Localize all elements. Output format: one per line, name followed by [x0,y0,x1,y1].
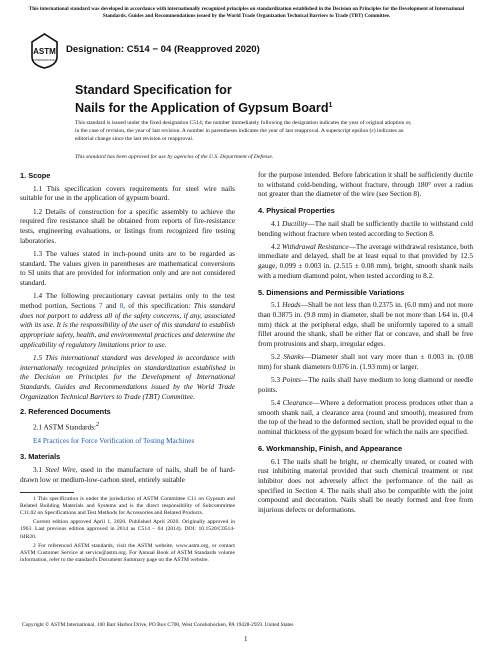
footnote-1-edition: Current edition approved April 1, 2020. Published April 2020. Originally approved in 1963. Last previous edition approved in 2014 as C514 – 04 (2014). DOI: 10.1520/C0514-04R20. [20,519,235,540]
link-section-7[interactable]: 7 [98,301,103,310]
title-line-1: Standard Specification for [75,83,232,97]
para-5-2: 5.2 Shanks—Diameter shall not vary more than ± 0.003 in. (0.08 mm) for shank diameters 0.076 in. (1.93 mm) or larger. [258,353,473,371]
footnote-1: 1 This specification is under the jurisdiction of ASTM Committee C11 on Gypsum and Related Building Materials and Systems and is the direct responsibility of Subcommittee C11.02 on Specifications and Test Methods for Accessories and Related Products. [20,495,235,516]
section-heading-references: 2. Referenced Documents [20,407,111,417]
para-6-1: 6.1 The nails shall be bright, or chemically treated, or coated with rust inhibiting material provided that such chemical treatment or rust inhibitor does not adversely affect the performance of the nail as specified in Section 4. The nails shall also be compatible with the joint compound and decoration. Nails shall be neatly formed and free from injurious defects or deformations. [258,457,473,515]
para-3-1-cont: for the purpose intended. Before fabrication it shall be sufficiently ductile to withstand cold-bending, without fracture, through 180° over a radius not greater than the diameter of the wire (see Section 8). [258,171,473,199]
title-footnote-mark: 1 [328,102,333,109]
section-heading-scope: 1. Scope [20,171,51,180]
para-5-4: 5.4 Clearance—Where a deformation process produces other than a smooth shank nail, a clearance area (round and smooth), measured from the top of the head to the deformed section, shall be provided equal to the nominal thickness of the gypsum board for which the nails are specified. [258,399,473,437]
para-1-3: 1.3 The values stated in inch-pound units are to be regarded as standard. The values given in parentheses are mathematical conversions to SI units that are provided for information only and are not considered standard. [20,249,235,288]
para-2-1: 2.1 ASTM Standards:$^2$ [33,422,100,432]
page-number: 1 [244,635,248,643]
para-5-1: 5.1 Heads—Shall be not less than 0.2375 in. (6.0 mm) and not more than 0.3875 in. (9.8 mm) in diameter, shall be not more than 1⁄64 in. (0.4 mm) thick at the peripheral edge, shall be uniformly tapered to a small fillet around the shank, shall be either flat or concave, and shall be free from protrusions and sharp, irregular edges. [258,301,474,349]
left-column [20,171,235,566]
footnote-2: 2 For referenced ASTM standards, visit the ASTM website, www.astm.org, or contact ASTM Customer Service at service@astm.org. For Annual Book of ASTM Standards volume information, refer to the standard's Document Summary page on the ASTM website. [20,542,235,564]
para-1-5: 1.5 This international standard was developed in accordance with internationally recognized principles on standardization established in the Decision on Principles for the Development of International Standards, Guides and Recommendations issued by the World Trade Organization Technical Barriers to Trade (TBT) Committee. [20,353,235,401]
right-column [258,171,473,519]
para-5-3: 5.3 Points—The nails shall have medium to long diamond or needle points. [258,376,473,394]
para-1-2: 1.2 Details of construction for a specific assembly to achieve the required fire resistance shall be obtained from reports of fire-resistance tests, engineering evaluations, or listings from recognized fire testing laboratories. [20,207,235,245]
svg-text:ASTM: ASTM [33,47,56,56]
issued-statement: This standard is issued under the fixed designation C514; the number immediately following the designation indicates the year of original adoption or, in the case of revision, the year of last revision. A number in parentheses indicates the year of last reapproval. A superscript epsilon (ε) indicates an editorial change since the last revision or reapproval. [75,120,412,142]
footnote-divider [20,492,74,493]
document-title [75,83,332,116]
link-section-8[interactable]: 8 [119,301,124,310]
svg-text:INTERNATIONAL: INTERNATIONAL [32,58,57,62]
section-heading-workmanship: 6. Workmanship, Finish, and Appearance [258,443,403,453]
para-4-1: 4.1 Ductility—The nail shall be sufficiently ductile to withstand cold bending without fracture when tested according to Section 8. [258,219,473,238]
section-heading-physical: 4. Physical Properties [258,206,335,216]
designation: Designation: C514 − 04 (Reapproved 2020) [66,44,260,55]
dod-approval: This standard has been approved for use by agencies of the U.S. Department of Defense. [75,154,274,160]
reference-e4-link[interactable]: E4 Practices for Force Verification of Testing Machines [33,436,195,445]
copyright-footer: Copyright © ASTM International, 100 Barr Harbor Drive, PO Box C700, West Conshohocken, PA 19428-2959. United States [22,622,294,628]
section-heading-materials: 3. Materials [20,452,61,462]
title-line-2: Nails for the Application of Gypsum Board [75,101,329,116]
para-4-2: 4.2 Withdrawal Resistance—The average withdrawal resistance, both immediate and delayed, shall be at least equal to that provided by 12.5 gauge, 0.099 ± 0.003 in. (2.515 ± 0.08 mm), bright, smooth shank nails with a medium diamond point, when tested according to 8.2. [258,242,473,280]
para-3-1: 3.1 Steel Wire, used in the manufacture of nails, shall be of hard-drawn low or medium-low-carbon steel, entirely suitable [20,466,235,484]
astm-logo [30,33,59,69]
tbt-notice: This international standard was developed in accordance with internationally recognized principles on standardization established in the Decision on Principles for the Development of International Standards, Guides and Recommendations issued by the World Trade Organization Technical Barriers to Trade (TBT) Committee. [28,6,465,19]
section-heading-dimensions: 5. Dimensions and Permissible Variations [258,287,405,297]
para-1-1: 1.1 This specification covers requirements for steel wire nails suitable for use in the application of gypsum board. [20,184,235,203]
para-1-4: 1.4 The following precautionary caveat pertains only to the test method portion, Sections 7 and 8, of this specification: This standard does not purport to address all of the safety concerns, if any, associated with its use. It is the responsibility of the user of this standard to establish appropriate safety, health, and environmental practices and determine the applicability of regulatory limitations prior to use. [20,292,235,349]
